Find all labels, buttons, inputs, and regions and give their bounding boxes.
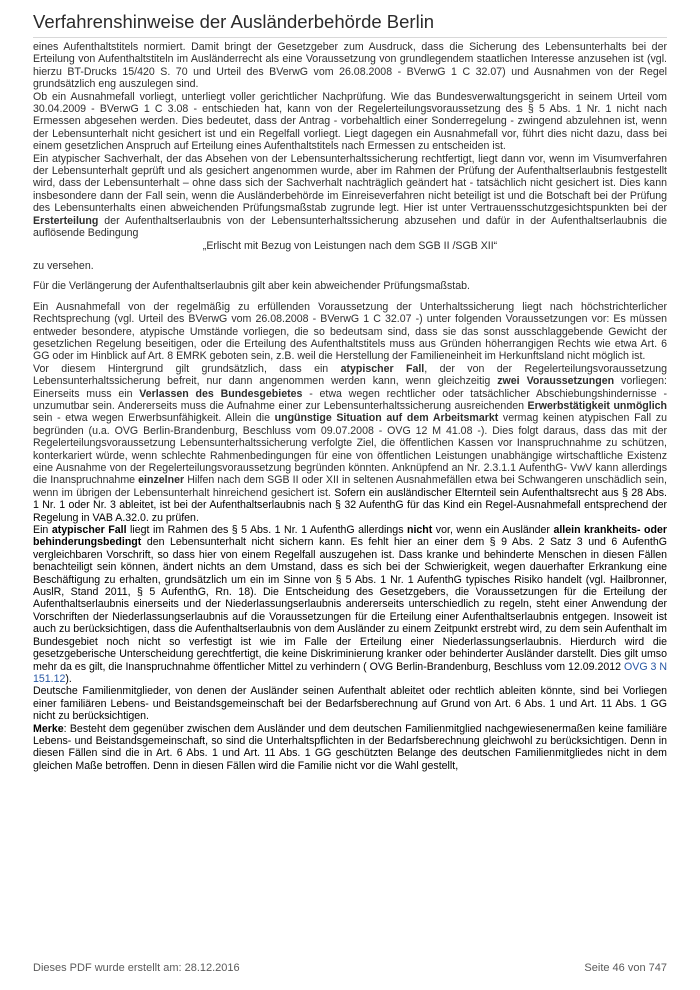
p7-text-n: Sofern ein ausländischer Elternteil sein Aufenthaltsrecht aus § 28 Abs. 1 Nr. 1 oder Nr. 3 ableitet, ist bei der Aufenthaltserlaubnis nach § 32 AufenthG für das Kind ein Regel-Ausnahmefall entsprechend der Regelung in VAB A.32.0. zu prüfen. — [33, 486, 667, 524]
p10-bold-merke: Merke — [33, 722, 64, 735]
paragraph-3 — [33, 153, 667, 240]
creation-date: Dieses PDF wurde erstellt am: 28.12.2016 — [33, 962, 240, 974]
p8-text-e: vor, wenn ein Ausländer — [432, 524, 554, 537]
p7-text-i: sein - etwa wegen Erwerbsunfähigkeit. Allein die — [33, 412, 275, 425]
p7-bold-arbeitsmarkt: ungünstige Situation auf dem Arbeitsmarkt — [274, 412, 499, 425]
paragraph-10 — [33, 723, 667, 773]
paragraph-6: Ein Ausnahmefall von der regelmäßig zu erfüllenden Voraussetzung der Unterhaltssicherung liegt nach höchstrichterlicher Rechtsprechung (vgl. Urteil des BVerwG vom 26.08.2008 - BVerwG 1 C 32.07 -) unter folgenden Voraussetzungen vor: Es müssen entweder besondere, atypische Umstände vorliegen, die so bedeutsam sind, dass sie das sonst ausschlaggebende Gewicht der gesetzlichen Regelung beseitigen, oder die Erteilung des Aufenthaltstitels muss aus Gründen höherrangigen Rechts wie etwa Art. 6 GG oder im Hinblick auf Art. 8 EMRK geboten sein, z.B. weil die Herstellung der Familieneinheit im Herkunftsland nicht möglich ist. — [33, 300, 667, 363]
p8-text-c: liegt im Rahmen des § 5 Abs. 1 Nr. 1 AufenthG allerdings — [126, 524, 407, 537]
p7-text-e: vorliegen: Einerseits muss ein — [33, 375, 667, 400]
p8-text-g: den Lebensunterhalt nicht sichern kann. Es fehlt hier an einer dem § 9 Abs. 2 Satz 3 und 6 AufenthG vergleichbaren Vorschrift, so dass hier von einem Regelfall auszugehen ist. Dass kranke und behinderte Menschen in diesen Fällen benachteiligt sein können, ändert nichts an dem Umstand, dass es sich bei der Schwierigkeit, wegen dauerhafter Erkrankung eine Beschäftigung zu erhalten, grundsätzlich um ein im Sinne von § 5 Abs. 1 Nr. 1 AufenthG typisches Risiko handelt (vgl. Hailbronner, AuslR, Stand 2011, § 5 AufenthG, Rn. 18). Die Entscheidung des Gesetzgebers, die Voraussetzungen für die Erteilung der Aufenthaltserlaubnis einerseits und der Niederlassungserlaubnis andererseits unterschiedlich zu regeln, steht einer Anwendung der Vorschriften der Niederlassungserlaubnis auf die Voraussetzungen für die Erteilung einer Aufenthaltserlaubnis entgegen. Insoweit ist auch zu berücksichtigen, dass die Aufenthaltserlaubnis von dem Ausländer zu einem Zeitpunkt erstrebt wird, zu dem sein Aufenthalt im Bundesgebiet noch nicht so verfestigt ist wie im Falle der Erteilung einer Niederlassungserlaubnis. Hierdurch wird die gesetzgeberische Unterscheidung gerechtfertigt, die keine Diskriminierung kranker oder behinderter Ausländer darstellt. Dies gilt umso mehr da es gilt, die Inanspruchnahme öffentlicher Mittel zu verhindern ( OVG Berlin-Brandenburg, Beschluss vom 12.09.2012 — [33, 536, 667, 673]
p7-bold-zwei-voraussetzungen: zwei Voraussetzungen — [497, 375, 615, 388]
paragraph-8 — [33, 524, 667, 685]
condition-quote: „Erlischt mit Bezug von Leistungen nach dem SGB II /SGB XII“ — [202, 239, 498, 252]
p8-text-a: Ein — [33, 524, 52, 537]
paragraph-1: eines Aufenthaltstitels normiert. Damit bringt der Gesetzgeber zum Ausdruck, dass die Sicherung des Lebensunterhalts bei der Erteilung von Aufenthaltstiteln im Ausländerrecht als eine Voraussetzung von grundlegendem staatlichen Interesse anzusehen ist (vgl. hierzu BT-Drucks 15/420 S. 70 und Urteil des BVerwG vom 26.08.2008 - BVerwG 1 C 32.07) und Ausnahmen von der Regel grundsätzlich eng auszulegen sind. — [33, 41, 667, 91]
paragraph-7 — [33, 363, 667, 524]
paragraph-2: Ob ein Ausnahmefall vorliegt, unterliegt voller gerichtlicher Nachprüfung. Wie das Bundesverwaltungsgericht in seinem Urteil vom 30.04.2009 - BVerwG 1 C 3.08 - entschieden hat, kann von der Regelerteilungsvoraussetzung des § 5 Abs. 1 Nr. 1 nicht nach Ermessen abgesehen werden. Dies bedeutet, dass der Antrag - vorbehaltlich einer Sonderregelung - zwingend abzulehnen ist, wenn der Lebensunterhalt nicht gesichert ist und ein Regelfall vorliegt. Liegt dagegen ein Ausnahmefall vor, führt dies nicht dazu, dass bei einem gesetzlichen Anspruch auf Erteilung eines Aufenthaltstitels nach Ermessen zu entscheiden ist. — [33, 90, 667, 153]
p7-bold-erwerbstaetigkeit: Erwerbstätigkeit unmöglich — [527, 399, 668, 412]
document-body — [33, 41, 667, 772]
paragraph-5: Für die Verlängerung der Aufenthaltserlaubnis gilt aber kein abweichender Prüfungsmaßstab. — [33, 280, 470, 293]
p3-text: Ein atypischer Sachverhalt, der das Absehen von der Lebensunterhaltssicherung rechtfertigt, liegt dann vor, wenn im Visumverfahren der Lebensunterhalt geprüft und als gesichert angenommen wurde, aber im Rahmen der Prüfung der Aufenthaltserlaubnis festgestellt wird, dass der Lebensunterhalt – ohne dass sich der Sachverhalt nachträglich geändert hat - tatsächlich nicht gesichert ist. Dies kann insbesondere dann der Fall sein, wenn die Ausländerbehörde im Einreiseverfahren nicht beteiligt ist und die Botschaft bei der Prüfung des Lebensunterhalts einen abweichenden Prüfungsmaßstab zugrunde legt. Hier ist unter Vertrauensschutzgesichtspunkten bei der — [33, 152, 667, 215]
p7-bold-einzelner: einzelner — [138, 474, 185, 487]
p7-bold-atypischer-fall: atypischer Fall — [340, 362, 425, 375]
p7-text-a: Vor diesem Hintergrund gilt grundsätzlich, dass ein — [33, 362, 341, 375]
p7-bold-verlassen: Verlassen des Bundesgebietes — [139, 387, 303, 400]
p8-bold-nicht: nicht — [407, 524, 433, 537]
paragraph-4: zu versehen. — [33, 259, 94, 272]
p8-bold-krankheit: allein krankheits- oder behinderungsbedingt — [33, 524, 668, 549]
p8-bold-atypischer-fall: atypischer Fall — [51, 524, 127, 537]
paragraph-9: Deutsche Familienmitglieder, von denen der Ausländer seinen Aufenthalt ableitet oder rechtlich ableiten könnte, sind bei Vorliegen einer familiären Lebens- und Beistandsgemeinschaft bei der Bedarfsberechnung auf Grund von Art. 6 Abs. 1 und Art. 11 Abs. 1 GG nicht zu berücksichtigen. — [33, 685, 667, 723]
document-title: Verfahrenshinweise der Ausländerbehörde Berlin — [33, 11, 435, 32]
p3-bold-ersterteilung: Ersterteilung — [33, 214, 99, 227]
p8-text-h: ). — [65, 672, 72, 685]
page-number: Seite 46 von 747 — [584, 962, 667, 974]
p7-text-c: , der von der Regelerteilungsvoraussetzung Lebensunterhaltssicherung befreit, nur dann angenommen werden kann, wenn gleichzeitig — [33, 362, 667, 388]
p3-text-end: der Aufenthaltserlaubnis von der Lebensunterhaltssicherung abzusehen und dafür in der Aufenthaltserlaubnis die auflösende Bedingung — [33, 214, 667, 240]
p10-text: : Besteht dem gegenüber zwischen dem Ausländer und dem deutschen Familienmitglied nachgewiesenermaßen keine familiäre Lebens- und Beistandsgemeinschaft, so sind die Unterhaltspflichten in der Bedarfsberechnung gleichwohl zu berücksichtigen. Denn in diesen Fällen sind die in Art. 6 Abs. 1 und Art. 11 Abs. 1 GG geschützten Belange des deutschen Familienmitgliedes nicht in dem gleichen Maße betroffen. Denn in diesen Fällen wird die Familie nicht vor die Wahl gestellt, — [33, 722, 667, 772]
p7-text-g: - etwa wegen rechtlicher oder tatsächlicher Abschiebungshindernisse - unzumutbar sein. Andererseits muss die Aufnahme einer zur Lebensunterhaltssicherung ausreichenden — [33, 387, 667, 412]
court-decision-link[interactable]: OVG 3 N 151.12 — [33, 660, 667, 685]
page-header — [33, 10, 667, 38]
p7-text-k: vermag keinen atypischen Fall zu begründen (u.a. OVG Berlin-Brandenburg, Beschluss vom 09.07.2008 - OVG 12 M 41.08 -). Dies folgt daraus, dass das mit der Regelerteilungsvoraussetzung Lebensunterhaltssicherung verfolgte Ziel, die öffentlichen Kassen vor Inanspruchnahme zu schützen, konterkariert würde, wenn schlechte Rahmenbedingungen für eine von öffentlichen Leistungen unabhängige wirtschaftliche Existenz eine Ausnahme von der Regelerteilungsvoraussetzung begründen könnten. Anknüpfend an Nr. 2.3.1.1 AufenthG- VwV kann allerdings die Inanspruchnahme — [33, 412, 667, 487]
p7-text-m: Hilfen nach dem SGB II oder XII in seltenen Ausnahmefällen etwa bei Schwangeren unschädlich sein, wenn im übrigen der Lebensunterhalt hinreichend gesichert ist. — [33, 474, 667, 499]
